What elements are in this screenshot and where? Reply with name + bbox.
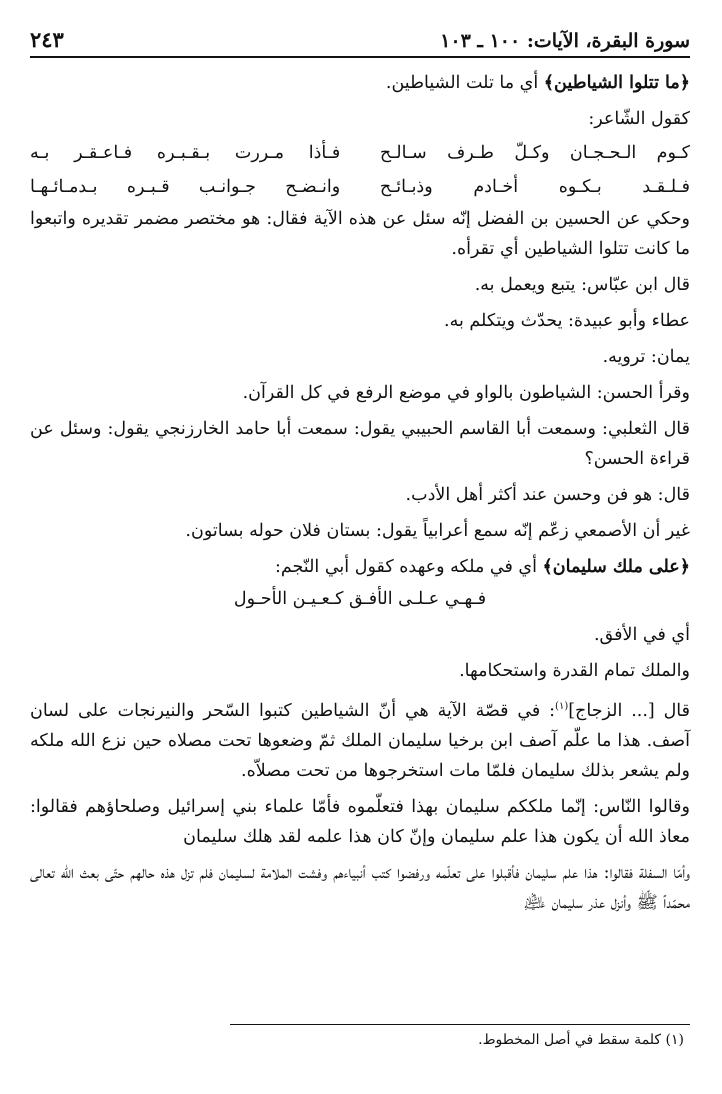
paragraph-text: قال [... الزجاج] <box>568 700 690 721</box>
paragraph: وحكي عن الحسين بن الفضل إنّه سئل عن هذه الآية فقال: هو مختصر مضمر تقديره واتبعوا ما كانت تتلوا الشياطين أي تقرأه. <box>30 209 690 259</box>
hemistich: وانـضـح جـوانـب قـبـره بـدمـائـهـا <box>30 177 341 197</box>
poem-line <box>30 172 690 202</box>
footnote: (١) كلمة سقط في أصل المخطوط. <box>478 1032 684 1048</box>
page-header <box>30 24 690 58</box>
page-body <box>30 68 690 924</box>
hemistich: فـلـقـد بـكـوه أخـادم وذبـائـح <box>379 177 690 197</box>
paragraph-text: أي ما تلت الشياطين. <box>385 73 544 93</box>
paragraph: وقرأ الحسن: الشياطون بالواو في موضع الرفع في كل القرآن. <box>242 383 690 403</box>
paragraph <box>30 692 690 786</box>
paragraph <box>30 68 690 98</box>
footnote-marker[interactable]: (١) <box>555 701 569 712</box>
paragraph: قال الثعلبي: وسمعت أبا القاسم الحبيبي يقول: سمعت أبا حامد الخارزنجي يقول: وسئل عن قراءة الحسن؟ <box>30 419 690 469</box>
hemistich: فـأذا مـررت بـقـبـره فـاعـقـر بـه <box>30 143 341 163</box>
paragraph: عطاء وأبو عبيدة: يحدّث ويتكلم به. <box>444 311 690 331</box>
running-title: سورة البقرة، الآيات: ١٠٠ ـ ١٠٣ <box>440 30 690 52</box>
quran-quote: ﴿ما تتلوا الشياطين﴾ <box>543 73 690 93</box>
page <box>30 24 690 1074</box>
paragraph-text: : في قصّة الآية هي أنّ الشياطين كتبوا السّحر والنيرنجات على لسان آصف. هذا ما علّم آصف ابن برخيا سليمان الملك ثمّ وضعوها تحت مصلاه حين نزع الله ملكه ولم يشعر بذلك سليمان فلمّا مات استخرجوها من تحت مصلاّه. <box>30 700 690 781</box>
poem-line: فـهـي عـلـى الأفـق كـعـيـن الأحـول <box>233 589 487 609</box>
paragraph <box>30 552 690 582</box>
paragraph: كقول الشّاعر: <box>588 109 690 129</box>
paragraph: والملك تمام القدرة واستحكامها. <box>459 661 690 681</box>
paragraph: وقالوا النّاس: إنّما ملككم سليمان بهذا فتعلّموه فأمّا علماء بني إسرائيل وصلحاؤهم فقالوا: معاذ الله أن يكون هذا علم سليمان وإنّ كان هذا علمه لقد هلك سليمان <box>30 796 690 847</box>
hemistich: كـوم الـحـجـان وكـلّ طـرف سـالـح <box>379 143 690 163</box>
paragraph: غير أن الأصمعي زعّم إنّه سمع أعرابياً يقول: بستان فلان حوله بساتون. <box>185 521 690 541</box>
poem-line <box>30 138 690 168</box>
paragraph: يمان: ترويه. <box>602 347 690 367</box>
quran-quote: ﴿على ملك سليمان﴾ <box>542 557 690 577</box>
footnote-divider <box>230 1024 690 1025</box>
paragraph: قال ابن عبّاس: يتبع ويعمل به. <box>474 275 690 295</box>
page-number: ٢٤٣ <box>30 27 64 52</box>
paragraph: قال: هو فن وحسن عند أكثر أهل الأدب. <box>405 485 690 505</box>
paragraph-text: أي في ملكه وعهده كقول أبي النّجم: <box>274 557 543 577</box>
paragraph: وأمّا السفلة فقالوا: هذا علم سليمان فأقبلوا على تعلّمه ورفضوا كتب أنبياءهم وفشت الملامة لسليمان فلم تزل هذه حالهم حتّى بعث الله تعالى محمّداً ﷺ وأنزل عذر سليمان ﵇ <box>30 862 690 913</box>
paragraph: أي في الأفق. <box>593 625 690 645</box>
